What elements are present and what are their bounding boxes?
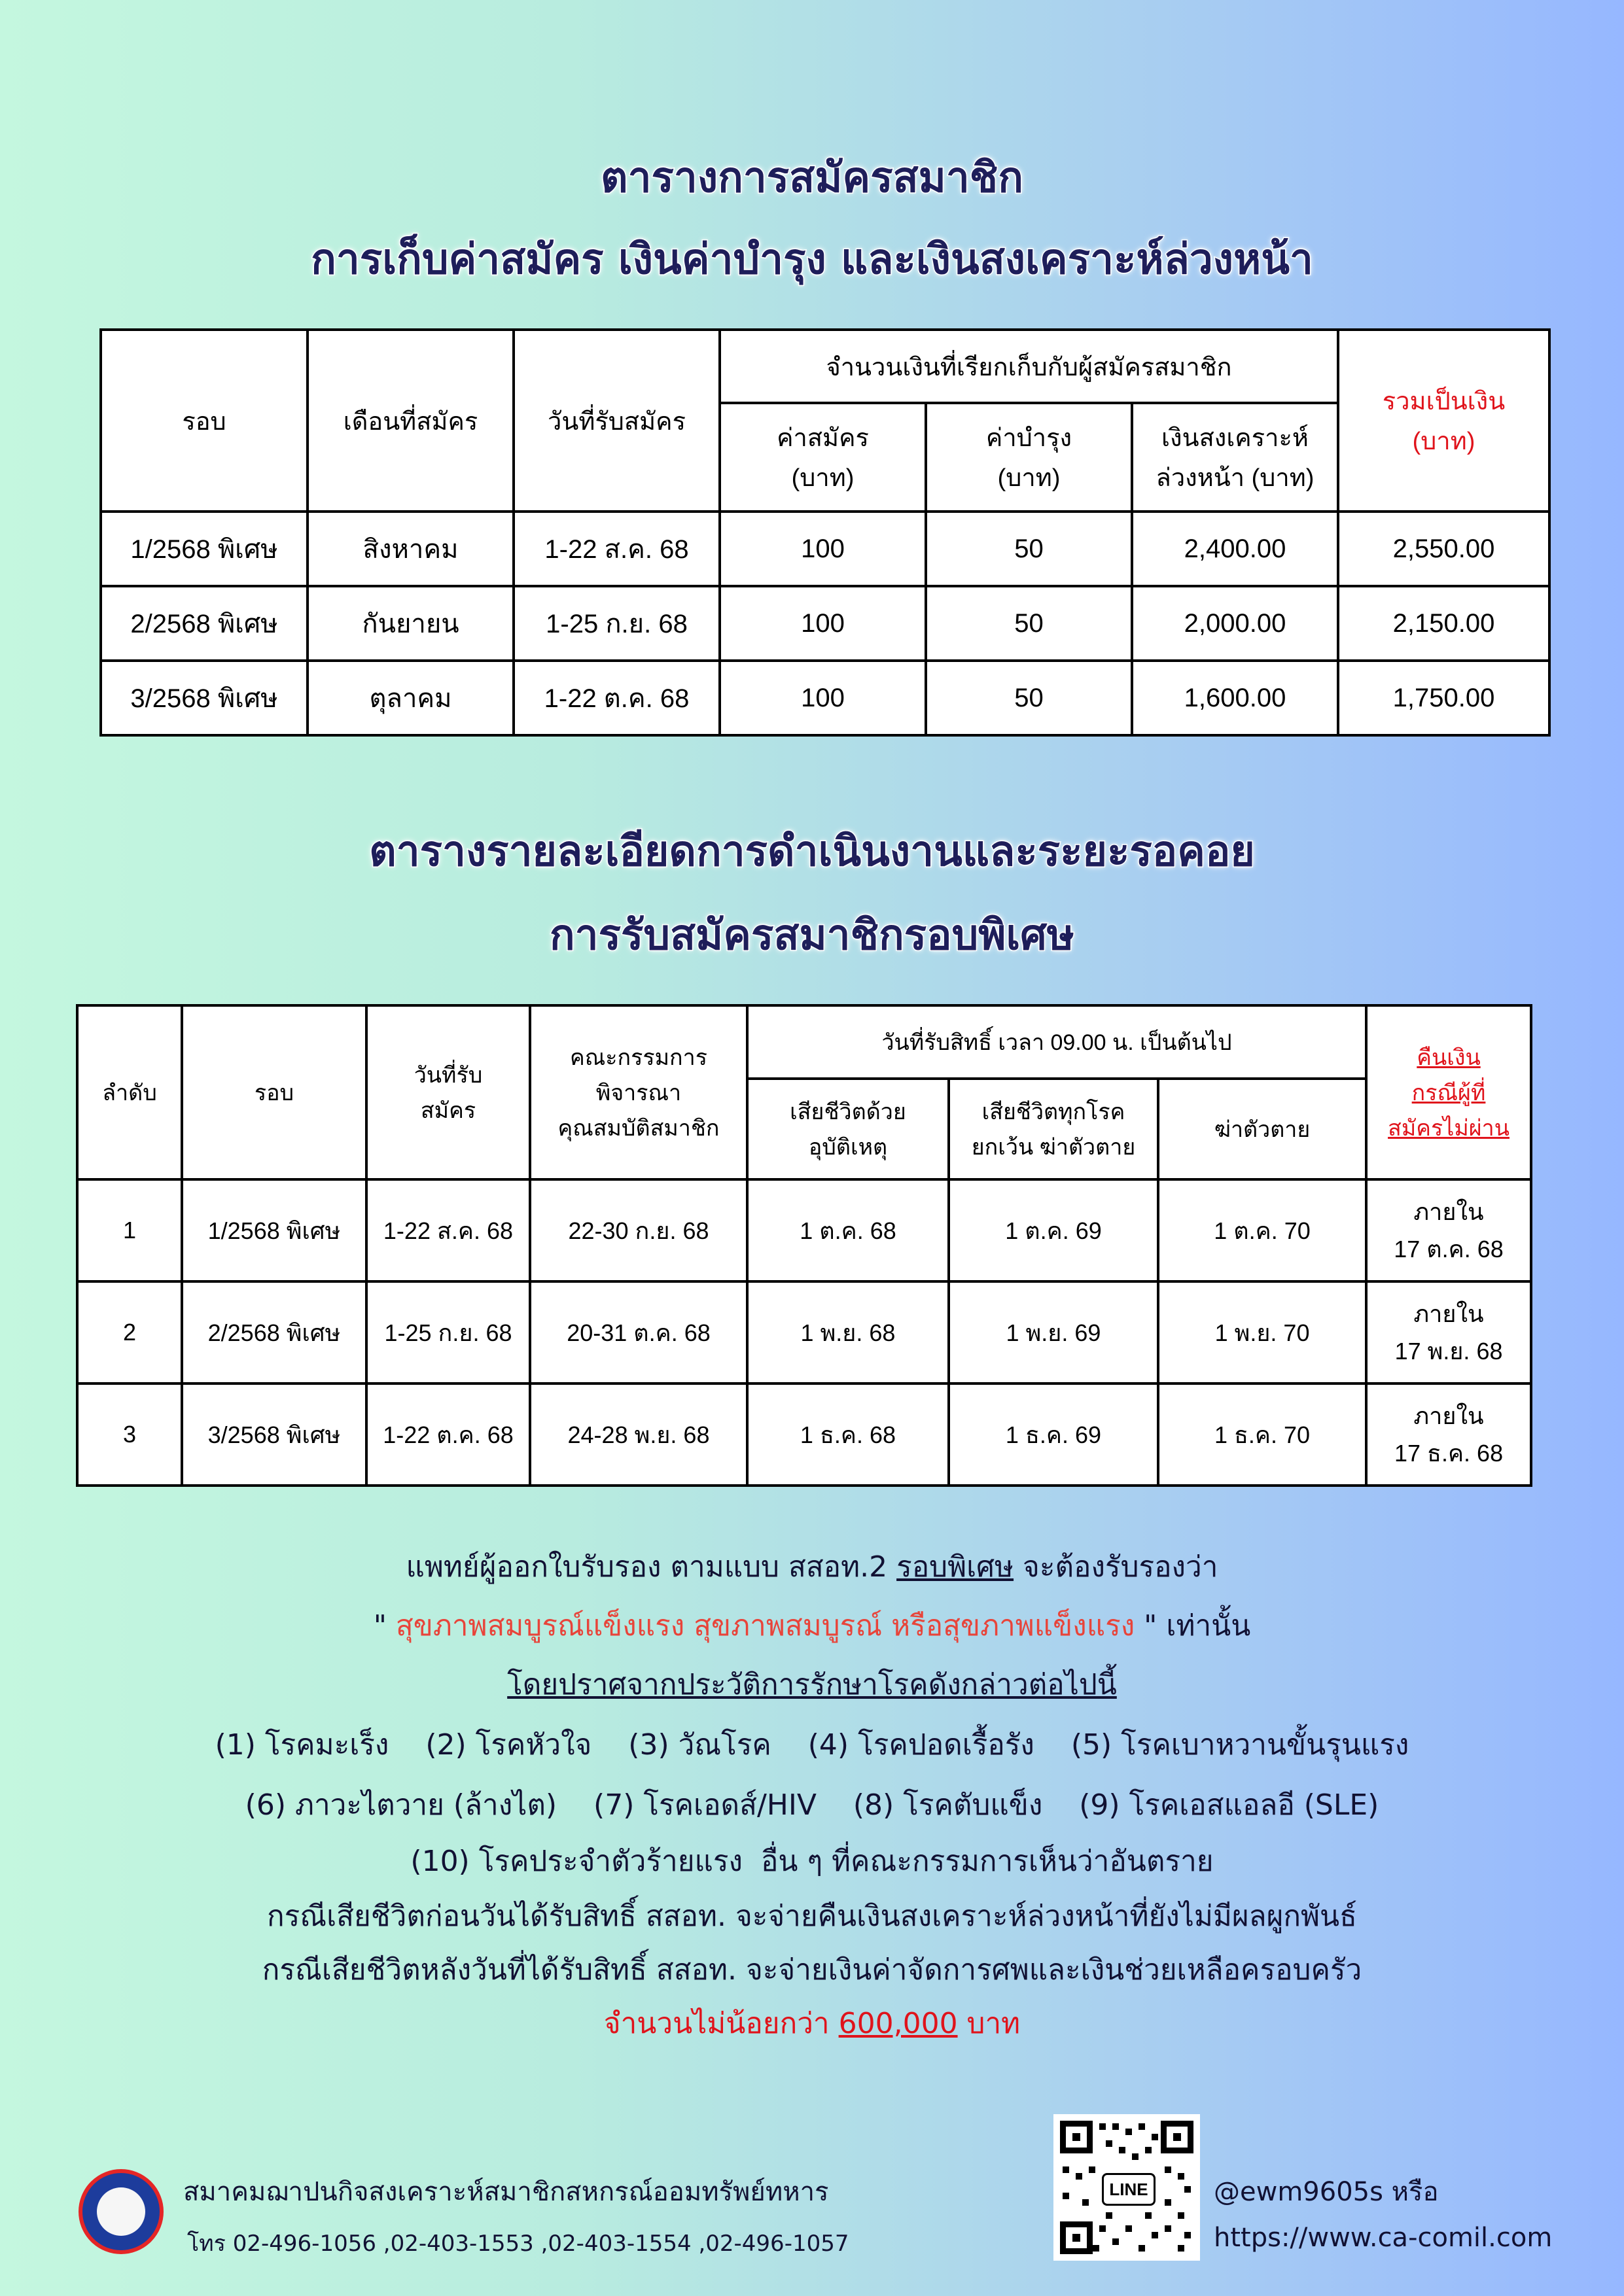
header-accident	[747, 1079, 949, 1179]
header-refund-line3: สมัครไม่ผ่าน	[1388, 1116, 1509, 1141]
header-amount-group: จำนวนเงินที่เรียกเก็บกับผู้สมัครสมาชิก	[720, 330, 1338, 403]
cell-round: 2/2568 พิเศษ	[101, 586, 308, 661]
cell-advance: 2,000.00	[1132, 586, 1338, 661]
table-row	[77, 1179, 1531, 1281]
cell-no: 2	[77, 1281, 182, 1383]
header-all-line2: ยกเว้น ฆ่าตัวตาย	[971, 1135, 1136, 1160]
table-row	[77, 1281, 1531, 1383]
cell-all-causes: 1 ต.ค. 69	[949, 1179, 1158, 1281]
cell-maint: 50	[926, 661, 1132, 735]
note-diseases-2: (6) ภาวะไตวาย (ล้างไต) (7) โรคเอดส์/HIV (8) โรคตับแข็ง (9) โรคเอสแอลอี (SLE)	[245, 1788, 1379, 1822]
header-fee	[720, 403, 926, 512]
cell-month: กันยายน	[308, 586, 514, 661]
header-accident-line1: เสียชีวิตด้วย	[790, 1100, 906, 1124]
cell-committee: 24-28 พ.ย. 68	[530, 1383, 747, 1486]
cell-advance: 1,600.00	[1132, 661, 1338, 735]
qr-finder-top-left	[1060, 2121, 1093, 2153]
header-adv-line1: เงินสงเคราะห์	[1161, 425, 1309, 452]
note-line9-a: จำนวนไม่น้อยกว่า	[603, 2007, 839, 2040]
header-date: วันที่รับสมัคร	[514, 330, 720, 512]
header-advance	[1132, 403, 1338, 512]
logo-emblem	[97, 2187, 145, 2236]
cell-maint: 50	[926, 586, 1132, 661]
cell-accident: 1 พ.ย. 68	[747, 1281, 949, 1383]
cell-no: 1	[77, 1179, 182, 1281]
cell-advance: 2,400.00	[1132, 512, 1338, 586]
cell-round: 1/2568 พิเศษ	[182, 1179, 366, 1281]
cell-no: 3	[77, 1383, 182, 1486]
cell-refund-line2: 17 ธ.ค. 68	[1394, 1440, 1504, 1467]
cell-round: 1/2568 พิเศษ	[101, 512, 308, 586]
cell-round: 2/2568 พิเศษ	[182, 1281, 366, 1383]
note-line1-c: จะต้องรับรองว่า	[1014, 1550, 1218, 1584]
cell-month: ตุลาคม	[308, 661, 514, 735]
qr-finder-bottom-left	[1060, 2221, 1093, 2254]
website-link[interactable]: https://www.ca-comil.com	[1214, 2223, 1553, 2253]
cell-fee: 100	[720, 586, 926, 661]
header-maint-line2: (บาท)	[997, 464, 1061, 492]
note-line1-round: รอบพิเศษ	[896, 1550, 1014, 1584]
header-refund-line2: กรณีผู้ที่	[1411, 1081, 1486, 1105]
cell-suicide: 1 ต.ค. 70	[1158, 1179, 1366, 1281]
cell-refund	[1366, 1383, 1531, 1486]
cell-all-causes: 1 พ.ย. 69	[949, 1281, 1158, 1383]
note-diseases-3: (10) โรคประจำตัวร้ายแรง อื่น ๆ ที่คณะกรรมการเห็นว่าอันตราย	[410, 1845, 1214, 1878]
cell-accident: 1 ธ.ค. 68	[747, 1383, 949, 1486]
header-round: รอบ	[182, 1005, 366, 1179]
cell-fee: 100	[720, 512, 926, 586]
cell-accident: 1 ต.ค. 68	[747, 1179, 949, 1281]
cell-suicide: 1 ธ.ค. 70	[1158, 1383, 1366, 1486]
cell-refund	[1366, 1179, 1531, 1281]
cell-round: 3/2568 พิเศษ	[101, 661, 308, 735]
header-date-line1: วันที่รับ	[414, 1063, 483, 1088]
header-date-line2: สมัคร	[420, 1098, 476, 1123]
note-line1	[0, 1544, 1624, 1590]
cell-total: 2,150.00	[1338, 586, 1549, 661]
header-refund	[1366, 1005, 1531, 1179]
header-maintenance	[926, 403, 1132, 512]
cell-suicide: 1 พ.ย. 70	[1158, 1281, 1366, 1383]
header-total-line2: (บาท)	[1412, 428, 1475, 455]
cell-date: 1-22 ต.ค. 68	[514, 661, 720, 735]
note-line7: กรณีเสียชีวิตก่อนวันได้รับสิทธิ์ สสอท. จะจ่ายคืนเงินสงเคราะห์ล่วงหน้าที่ยังไม่มีผลผูกพันธ์	[267, 1900, 1357, 1933]
header-committee-line1: คณะกรรมการ	[569, 1045, 707, 1070]
schedule-table	[76, 1004, 1532, 1487]
org-name: สมาคมฌาปนกิจสงเคราะห์สมาชิกสหกรณ์ออมทรัพย์ทหาร	[183, 2177, 829, 2207]
fee-table	[99, 328, 1551, 737]
header-maint-line1: ค่าบำรุง	[985, 425, 1072, 452]
cell-all-causes: 1 ธ.ค. 69	[949, 1383, 1158, 1486]
cell-total: 1,750.00	[1338, 661, 1549, 735]
note-line1-a: แพทย์ผู้ออกใบรับรอง ตามแบบ สสอท.2	[406, 1550, 897, 1584]
line-qr-code-icon[interactable]	[1053, 2114, 1200, 2261]
note-diseases-1: (1) โรคมะเร็ง (2) โรคหัวใจ (3) วัณโรค (4) โรคปอดเรื้อรัง (5) โรคเบาหวานขั้นรุนแรง	[215, 1728, 1409, 1762]
note-amount: 600,000	[838, 2007, 958, 2040]
cell-total: 2,550.00	[1338, 512, 1549, 586]
note-line2	[0, 1603, 1624, 1648]
header-total	[1338, 330, 1549, 512]
table-row	[77, 1383, 1531, 1486]
header-accident-line2: อุบัติเหตุ	[808, 1135, 888, 1160]
header-refund-line1: คืนเงิน	[1417, 1045, 1481, 1070]
header-all-line1: เสียชีวิตทุกโรค	[981, 1100, 1125, 1124]
cell-committee: 20-31 ต.ค. 68	[530, 1281, 747, 1383]
header-fee-line1: ค่าสมัคร	[777, 425, 869, 452]
cell-date: 1-22 ส.ค. 68	[514, 512, 720, 586]
header-adv-line2: ล่วงหน้า (บาท)	[1156, 464, 1315, 492]
section1-title-line2: การเก็บค่าสมัคร เงินค่าบำรุง และเงินสงเคราะห์ล่วงหน้า	[311, 235, 1313, 284]
table-row	[101, 661, 1549, 735]
cell-maint: 50	[926, 512, 1132, 586]
note-line2-c: " เท่านั้น	[1135, 1609, 1251, 1643]
note-line9	[0, 2000, 1624, 2046]
cell-refund-line2: 17 พ.ย. 68	[1394, 1338, 1503, 1365]
cell-round: 3/2568 พิเศษ	[182, 1383, 366, 1486]
section2-title-line1: ตารางรายละเอียดการดำเนินงานและระยะรอคอย	[369, 827, 1255, 876]
qr-finder-top-right	[1161, 2121, 1193, 2153]
table-row	[101, 512, 1549, 586]
note-health-phrase: สุขภาพสมบูรณ์แข็งแรง สุขภาพสมบูรณ์ หรือสุขภาพแข็งแรง	[395, 1609, 1135, 1643]
header-total-line1: รวมเป็นเงิน	[1382, 388, 1506, 415]
cell-committee: 22-30 ก.ย. 68	[530, 1179, 747, 1281]
note-line3: โดยปราศจากประวัติการรักษาโรคดังกล่าวต่อไปนี้	[507, 1668, 1117, 1701]
header-month: เดือนที่สมัคร	[308, 330, 514, 512]
header-committee	[530, 1005, 747, 1179]
org-phones: โทร 02-496-1056 ,02-403-1553 ,02-403-1554 ,02-496-1057	[187, 2231, 849, 2257]
cell-refund-line1: ภายใน	[1413, 1402, 1484, 1429]
note-line2-a: "	[373, 1609, 396, 1643]
header-rights-group: วันที่รับสิทธิ์ เวลา 09.00 น. เป็นต้นไป	[747, 1005, 1366, 1079]
cell-month: สิงหาคม	[308, 512, 514, 586]
header-fee-line2: (บาท)	[791, 464, 855, 492]
note-line9-c: บาท	[957, 2007, 1021, 2040]
header-round: รอบ	[101, 330, 308, 512]
cell-refund-line2: 17 ต.ค. 68	[1394, 1236, 1504, 1262]
qr-line-label: LINE	[1102, 2173, 1156, 2206]
section1-title-line1: ตารางการสมัครสมาชิก	[601, 154, 1023, 202]
header-no: ลำดับ	[77, 1005, 182, 1179]
line-id: @ewm9605s หรือ	[1214, 2177, 1439, 2207]
cell-date: 1-25 ก.ย. 68	[366, 1281, 530, 1383]
table-row	[101, 586, 1549, 661]
header-all-causes	[949, 1079, 1158, 1179]
cell-refund-line1: ภายใน	[1413, 1198, 1484, 1225]
cell-fee: 100	[720, 661, 926, 735]
cell-refund-line1: ภายใน	[1413, 1300, 1484, 1327]
header-committee-line3: คุณสมบัติสมาชิก	[557, 1116, 720, 1141]
cell-date: 1-25 ก.ย. 68	[514, 586, 720, 661]
header-committee-line2: พิจารณา	[595, 1081, 682, 1105]
header-date	[366, 1005, 530, 1179]
cell-date: 1-22 ต.ค. 68	[366, 1383, 530, 1486]
cell-date: 1-22 ส.ค. 68	[366, 1179, 530, 1281]
note-line8: กรณีเสียชีวิตหลังวันที่ได้รับสิทธิ์ สสอท. จะจ่ายเงินค่าจัดการศพและเงินช่วยเหลือครอบครัว	[262, 1953, 1362, 1987]
section2-title-line2: การรับสมัครสมาชิกรอบพิเศษ	[549, 911, 1075, 960]
association-logo-icon	[79, 2169, 164, 2254]
cell-refund	[1366, 1281, 1531, 1383]
header-suicide: ฆ่าตัวตาย	[1158, 1079, 1366, 1179]
